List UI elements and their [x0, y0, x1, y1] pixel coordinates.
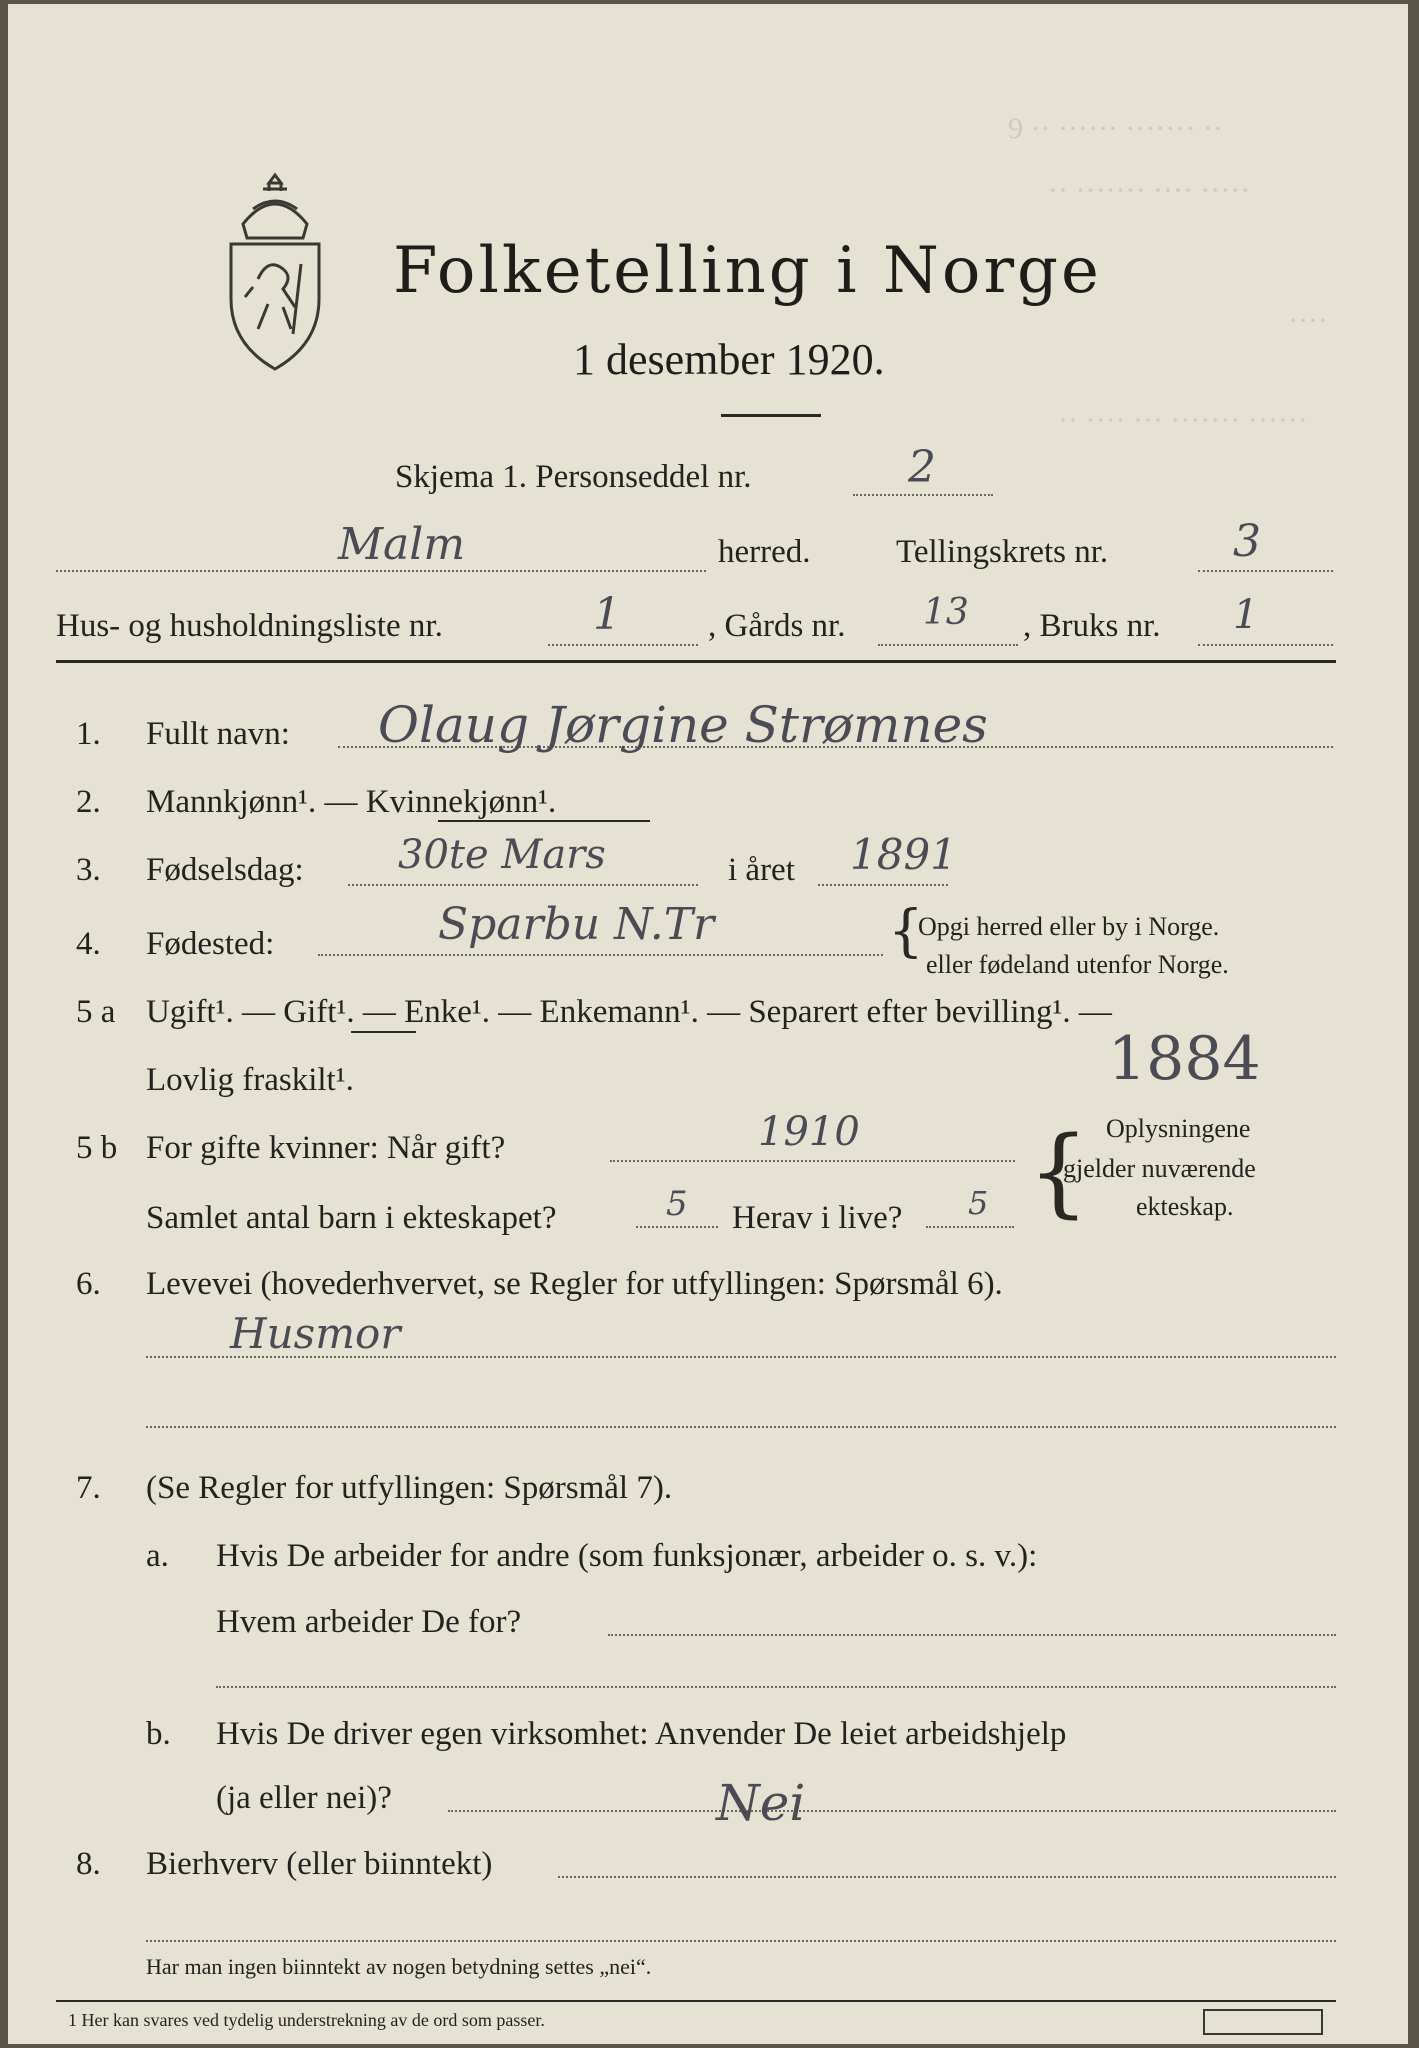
q5a-annotation[interactable]: 1884: [1108, 1024, 1261, 1094]
q4-note-line1: Opgi herred eller by i Norge.: [918, 912, 1220, 941]
q3-number: 3.: [76, 852, 101, 888]
q3-year-label: i året: [728, 852, 795, 888]
q5a-label-line2: Lovlig fraskilt¹.: [146, 1062, 354, 1098]
form-date: 1 desember 1920.: [573, 335, 885, 384]
q3-year-field-line: [818, 884, 948, 886]
q2-underline-kvinnekjonn: [438, 820, 650, 822]
herred-label: herred.: [718, 534, 811, 570]
q8-field-line-2: [146, 1940, 1336, 1942]
q3-label: Fødselsdag:: [146, 852, 304, 888]
q5b-married-value[interactable]: 1910: [758, 1109, 860, 1155]
footer-rule: [56, 2000, 1336, 2002]
personseddel-value[interactable]: 2: [908, 442, 936, 493]
footnote: 1 Her kan svares ved tydelig understrekning av de ord som passer.: [68, 2010, 545, 2030]
q8-label: Bierhverv (eller biinntekt): [146, 1846, 493, 1882]
q7-number: 7.: [76, 1470, 101, 1506]
q7a-field-line-2: [216, 1686, 1336, 1688]
q7b-label: Hvis De driver egen virksomhet: Anvender De leiet arbeidshjelp: [216, 1716, 1067, 1752]
q1-label: Fullt navn:: [146, 716, 290, 752]
q7a-question: Hvem arbeider De for?: [216, 1604, 522, 1640]
q5b-children-label: Samlet antal barn i ekteskapet?: [146, 1200, 557, 1236]
q6-label: Levevei (hovederhvervet, se Regler for utfyllingen: Spørsmål 6).: [146, 1266, 1003, 1302]
q4-brace: {: [888, 899, 924, 964]
q7b-question: (ja eller nei)?: [216, 1780, 392, 1816]
q1-value[interactable]: Olaug Jørgine Strømnes: [378, 696, 988, 754]
husholdningsliste-field-line: [548, 644, 698, 646]
header-rule: [56, 660, 1336, 663]
q5a-underline-gift: [351, 1031, 416, 1033]
herred-field-line: [56, 570, 706, 572]
form-title: Folketelling i Norge: [393, 234, 1102, 308]
q4-note-line2: eller fødeland utenfor Norge.: [926, 950, 1229, 979]
q5b-alive-label: Herav i live?: [732, 1200, 903, 1236]
q4-field-line: [318, 954, 883, 956]
q4-label: Fødested:: [146, 926, 275, 962]
q5b-alive-value[interactable]: 5: [968, 1184, 989, 1222]
q5b-children-value[interactable]: 5: [666, 1184, 688, 1224]
bruks-label: , Bruks nr.: [1023, 608, 1161, 644]
tellingskrets-field-line: [1198, 570, 1333, 572]
q5b-brace: {: [1028, 1116, 1090, 1228]
husholdningsliste-label: Hus- og husholdningsliste nr.: [56, 608, 443, 644]
q7b-field-line: [448, 1810, 1336, 1812]
gards-value[interactable]: 13: [923, 592, 969, 633]
q7a-field-line-1: [608, 1634, 1336, 1636]
q4-number: 4.: [76, 926, 101, 962]
bleed-through: 9 ·· ······ ······· ·· ·· ······· ···· ····· ···· ·· ···· ··· ······· ······: [1008, 112, 1328, 437]
q5b-number: 5 b: [76, 1130, 118, 1166]
tellingskrets-label: Tellingskrets nr.: [896, 534, 1109, 570]
q7a-label: Hvis De arbeider for andre (som funksjonær, arbeider o. s. v.):: [216, 1538, 1038, 1574]
q7a-letter: a.: [146, 1538, 169, 1574]
q3-day-value[interactable]: 30te Mars: [398, 832, 606, 878]
q7b-value[interactable]: Nei: [716, 1774, 806, 1832]
q4-value[interactable]: Sparbu N.Tr: [438, 899, 715, 950]
q3-year-value[interactable]: 1891: [850, 830, 957, 879]
q6-value[interactable]: Husmor: [230, 1309, 401, 1358]
census-form-page: [8, 4, 1408, 2044]
q2-label: Mannkjønn¹. — Kvinnekjønn¹.: [146, 784, 557, 820]
q6-number: 6.: [76, 1266, 101, 1302]
income-note: Har man ingen biinntekt av nogen betydning settes „nei“.: [146, 1954, 652, 1979]
q3-day-field-line: [348, 884, 698, 886]
q5b-note-line1: Oplysningene: [1106, 1114, 1251, 1143]
tellingskrets-value[interactable]: 3: [1233, 516, 1261, 567]
personseddel-field-line: [853, 494, 993, 496]
q6-field-line-2: [146, 1426, 1336, 1428]
bruks-field-line: [1198, 644, 1333, 646]
q1-number: 1.: [76, 716, 101, 752]
q2-number: 2.: [76, 784, 101, 820]
gards-label: , Gårds nr.: [708, 608, 846, 644]
q5b-note-line3: ekteskap.: [1136, 1192, 1234, 1221]
bruks-value[interactable]: 1: [1233, 592, 1259, 638]
husholdningsliste-value[interactable]: 1: [593, 589, 621, 640]
q5a-number: 5 a: [76, 994, 116, 1030]
title-divider: [721, 414, 821, 417]
q7-label: (Se Regler for utfyllingen: Spørsmål 7).: [146, 1470, 673, 1506]
q7b-letter: b.: [146, 1716, 171, 1752]
q8-number: 8.: [76, 1846, 101, 1882]
q5b-children-field-line: [636, 1226, 718, 1228]
q8-field-line-1: [558, 1876, 1336, 1878]
q5b-married-field-line: [610, 1160, 1015, 1162]
printer-stamp: [1203, 2009, 1323, 2035]
q5b-alive-field-line: [926, 1226, 1014, 1228]
q5b-note-line2: gjelder nuværende: [1063, 1154, 1256, 1183]
schema-label: Skjema 1. Personseddel nr.: [395, 459, 752, 495]
q5a-label: Ugift¹. — Gift¹. — Enke¹. — Enkemann¹. — Separert efter bevilling¹. —: [146, 994, 1112, 1030]
q5b-label: For gifte kvinner: Når gift?: [146, 1130, 506, 1166]
herred-value[interactable]: Malm: [338, 519, 466, 570]
coat-of-arms-icon: [213, 169, 338, 374]
gards-field-line: [878, 644, 1018, 646]
